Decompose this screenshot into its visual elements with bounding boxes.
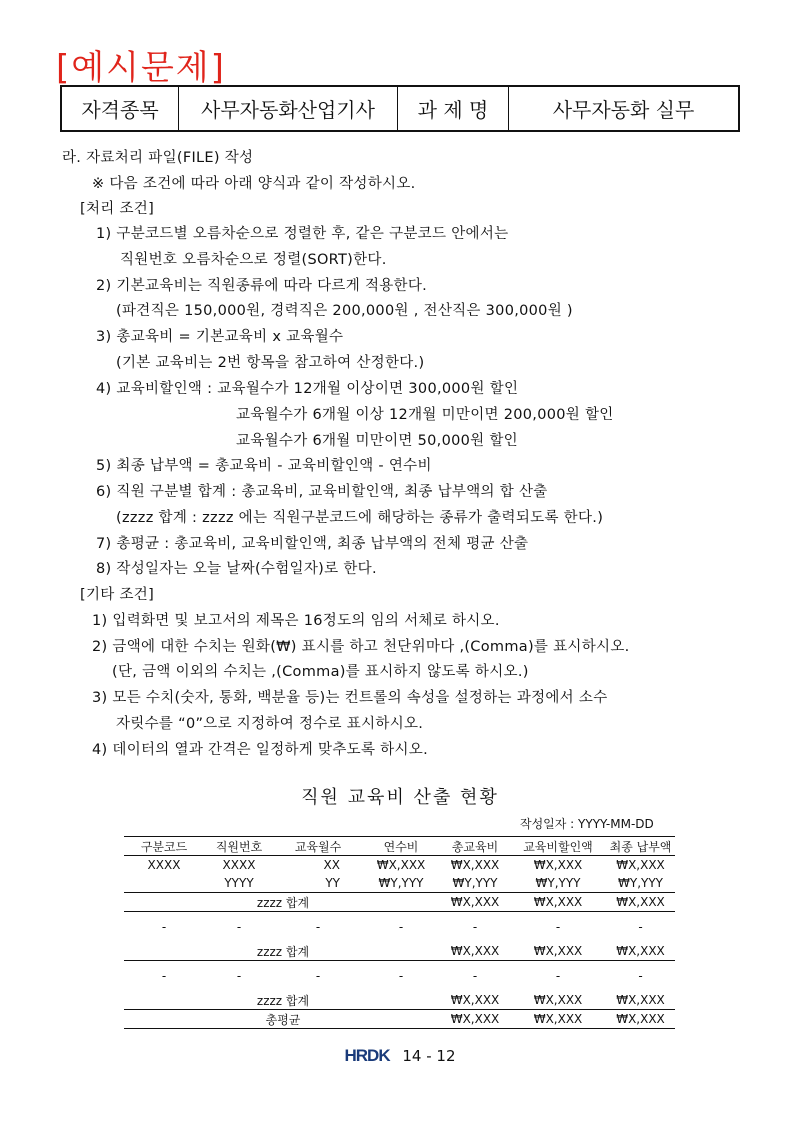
cell: ₩X,XXX xyxy=(510,991,606,1010)
cell: XX xyxy=(323,858,340,872)
etc-line: 2) 금액에 대한 수치는 원화(₩) 표시를 하고 천단위마다 ,(Comma)를 표시하시오. xyxy=(92,639,630,655)
proc-line: (zzzz 합계 : zzzz 에는 직원구분코드에 해당하는 종류가 출력되도록 한다.) xyxy=(116,510,604,526)
subject-value: 사무자동화산업기사 xyxy=(179,86,398,131)
proc-line: 2) 기본교육비는 직원종류에 따라 다르게 적용한다. xyxy=(96,278,428,294)
cell: - xyxy=(555,969,561,983)
table-row xyxy=(124,856,675,875)
table-row xyxy=(124,874,675,893)
proc-line: 5) 최종 납부액 = 총교육비 - 교육비할인액 - 연수비 xyxy=(96,458,432,474)
cell: - xyxy=(398,920,404,934)
subtotal-row xyxy=(124,893,675,912)
cell: ₩X,XXX xyxy=(606,893,675,912)
cell: ₩X,XXX xyxy=(376,858,426,872)
cell: - xyxy=(161,969,167,983)
task-value: 사무자동화 실무 xyxy=(509,86,740,131)
task-label: 과 제 명 xyxy=(398,86,509,131)
cell: ₩Y,YYY xyxy=(510,874,606,893)
subtotal-label: zzzz 합계 xyxy=(204,942,362,961)
etc-line: (단, 금액 이외의 수치는 ,(Comma)를 표시하지 않도록 하시오.) xyxy=(112,664,529,680)
exam-header-table xyxy=(60,85,740,132)
report-title: 직원 교육비 산출 현황 xyxy=(301,787,499,808)
cell: ₩X,XXX xyxy=(533,858,583,872)
proc-line: 교육월수가 6개월 이상 12개월 미만이면 200,000원 할인 xyxy=(236,407,614,423)
etc-line: 1) 입력화면 및 보고서의 제목은 16정도의 임의 서체로 하시오. xyxy=(92,613,500,629)
subtotal-label: zzzz 합계 xyxy=(204,991,362,1010)
page-title: [예시문제] xyxy=(56,48,226,88)
cell: YY xyxy=(274,874,362,893)
etc-line: 4) 데이터의 열과 간격은 일정하게 맞추도록 하시오. xyxy=(92,742,428,758)
cell: YYYY xyxy=(204,874,274,893)
cell: ₩X,XXX xyxy=(510,942,606,961)
cell: ₩X,XXX xyxy=(440,942,510,961)
cell: - xyxy=(555,920,561,934)
average-label: 총평균 xyxy=(204,1010,362,1029)
cell: - xyxy=(472,969,478,983)
etc-line: 3) 모든 수치(숫자, 통화, 백분율 등)는 컨트롤의 속성을 설정하는 과정에서 소수 xyxy=(92,690,608,706)
subtotal-row xyxy=(124,942,675,961)
column-header: 직원번호 xyxy=(204,837,274,856)
cell: - xyxy=(236,969,242,983)
cell: - xyxy=(236,920,242,934)
placeholder-row xyxy=(124,912,675,943)
subtotal-row xyxy=(124,991,675,1010)
cell: - xyxy=(315,969,321,983)
cell: ₩X,XXX xyxy=(440,1010,510,1029)
etc-line: 자릿수를 “0”으로 지정하여 정수로 표시하시오. xyxy=(116,716,424,732)
proc-line: (파견직은 150,000원, 경력직은 200,000원 , 전산직은 300,000원 ) xyxy=(116,303,573,319)
proc-line: 3) 총교육비 = 기본교육비 x 교육월수 xyxy=(96,329,344,345)
cell: ₩X,XXX xyxy=(440,893,510,912)
placeholder-row xyxy=(124,961,675,992)
column-header: 교육비할인액 xyxy=(510,837,606,856)
cell: - xyxy=(398,969,404,983)
cell: ₩X,XXX xyxy=(616,858,665,872)
cell: ₩X,XXX xyxy=(606,1010,675,1029)
cell: XXXX xyxy=(147,858,181,872)
report-table xyxy=(124,836,675,1029)
cell: ₩X,XXX xyxy=(606,991,675,1010)
column-header: 총교육비 xyxy=(440,837,510,856)
cell: - xyxy=(638,920,643,934)
report-date: 작성일자 : YYYY-MM-DD xyxy=(520,817,654,831)
processing-conditions-heading: [처리 조건] xyxy=(80,201,155,217)
proc-line: 1) 구분코드별 오름차순으로 정렬한 후, 같은 구분코드 안에서는 xyxy=(96,226,509,242)
cell: ₩X,XXX xyxy=(450,858,500,872)
proc-line: 7) 총평균 : 총교육비, 교육비할인액, 최종 납부액의 전체 평균 산출 xyxy=(96,536,529,552)
cell: ₩X,XXX xyxy=(440,991,510,1010)
cell: ₩Y,YYY xyxy=(362,874,440,893)
hrdk-logo: HRDK xyxy=(344,1046,390,1065)
column-header: 교육월수 xyxy=(274,837,362,856)
cell: ₩X,XXX xyxy=(606,942,675,961)
subject-label: 자격종목 xyxy=(61,86,179,131)
cell: - xyxy=(161,920,167,934)
subtotal-label: zzzz 합계 xyxy=(204,893,362,912)
section-heading: 라. 자료처리 파일(FILE) 작성 xyxy=(62,150,254,166)
instruction-note: ※ 다음 조건에 따라 아래 양식과 같이 작성하시오. xyxy=(92,176,416,192)
column-header: 최종 납부액 xyxy=(606,837,675,856)
proc-line: 직원번호 오름차순으로 정렬(SORT)한다. xyxy=(120,252,387,268)
proc-line: (기본 교육비는 2번 항목을 참고하여 산정한다.) xyxy=(116,355,425,371)
table-header-row xyxy=(124,837,675,856)
column-header: 연수비 xyxy=(362,837,440,856)
proc-line: 4) 교육비할인액 : 교육월수가 12개월 이상이면 300,000원 할인 xyxy=(96,381,519,397)
page-footer xyxy=(0,1046,800,1066)
column-header: 구분코드 xyxy=(124,837,204,856)
cell: - xyxy=(638,969,643,983)
cell: - xyxy=(315,920,321,934)
page-number: 14 - 12 xyxy=(402,1047,456,1065)
cell: XXXX xyxy=(222,858,256,872)
proc-line: 8) 작성일자는 오늘 날짜(수험일자)로 한다. xyxy=(96,561,377,577)
cell: ₩X,XXX xyxy=(510,893,606,912)
cell: ₩Y,YYY xyxy=(606,874,675,893)
cell: - xyxy=(472,920,478,934)
cell: ₩X,XXX xyxy=(510,1010,606,1029)
cell xyxy=(124,874,204,893)
average-row xyxy=(124,1010,675,1029)
proc-line: 교육월수가 6개월 미만이면 50,000원 할인 xyxy=(236,433,518,449)
cell: ₩Y,YYY xyxy=(440,874,510,893)
other-conditions-heading: [기타 조건] xyxy=(80,587,155,603)
proc-line: 6) 직원 구분별 합계 : 총교육비, 교육비할인액, 최종 납부액의 합 산출 xyxy=(96,484,548,500)
